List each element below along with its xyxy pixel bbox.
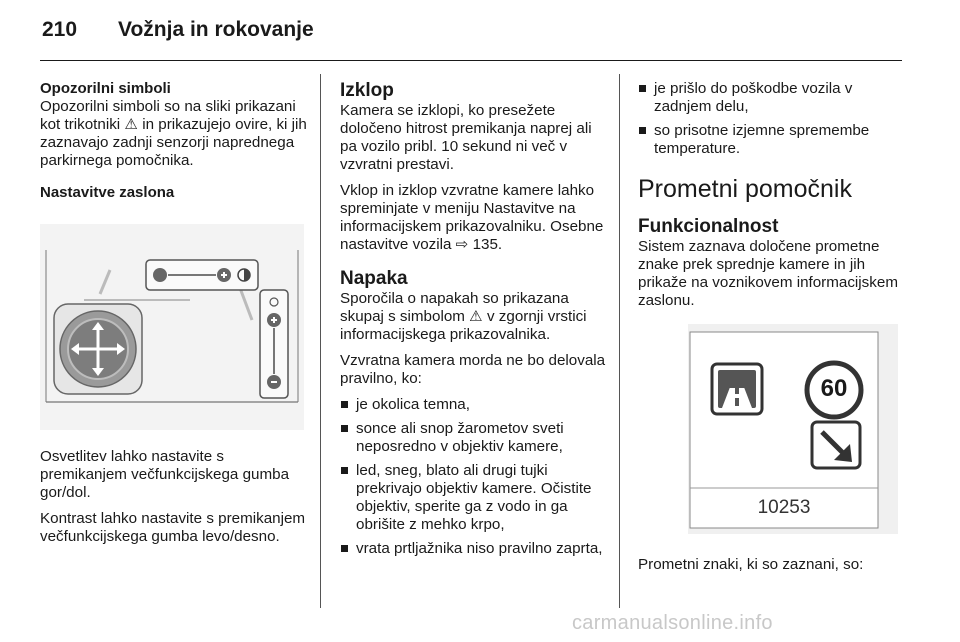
fault-conditions-list-continued bbox=[638, 80, 908, 158]
traffic-sign-display-figure bbox=[688, 324, 898, 534]
list-item: so prisotne izjemne spremembe temperature. bbox=[638, 122, 908, 158]
heading-traffic-sign-assistant: Prometni pomočnik bbox=[638, 175, 852, 203]
header-rule bbox=[40, 60, 902, 61]
chapter-title: Vožnja in rokovanje bbox=[118, 18, 314, 41]
switch-setting-text: Vklop in izklop vzvratne kamere lahko spreminjate v meniju Nastavitve na informacijskem prikazovalniku. Osebne nastavitve vozila ⇨ 135. bbox=[340, 182, 604, 253]
page-header bbox=[42, 18, 314, 42]
column-divider-1 bbox=[320, 74, 321, 608]
column-1 bbox=[40, 80, 308, 554]
contrast-text: Kontrast lahko nastavite s premikanjem večfunkcijskega gumba levo/desno. bbox=[40, 510, 306, 545]
fault-messages-text: Sporočila o napakah so prikazana skupaj s simbolom ⚠ v zgornji vrstici informacijskega prikazovalnika. bbox=[340, 290, 587, 343]
heading-warning-symbols: Opozorilni simboli bbox=[40, 80, 171, 97]
column-3 bbox=[638, 80, 908, 582]
warning-symbols-text: Opozorilni simboli so na sliki prikazani kot trikotniki ⚠ in prikazujejo ovire, ki jih zaznavajo zadnji senzorji naprednega parkirnega pomočnika. bbox=[40, 98, 307, 169]
fault-conditions-list bbox=[340, 396, 608, 558]
heading-fault: Napaka bbox=[340, 268, 408, 289]
list-item: je prišlo do poškodbe vozila v zadnjem delu, bbox=[638, 80, 908, 116]
heading-display-settings: Nastavitve zaslona bbox=[40, 184, 175, 201]
watermark: carmanualsonline.info bbox=[572, 612, 773, 634]
brightness-text: Osvetlitev lahko nastavite s premikanjem večfunkcijskega gumba gor/dol. bbox=[40, 448, 290, 501]
column-divider-2 bbox=[619, 74, 620, 608]
list-item: je okolica temna, bbox=[340, 396, 608, 414]
list-item: vrata prtljažnika niso pravilno zaprta, bbox=[340, 540, 608, 558]
functionality-text: Sistem zaznava določene prometne znake prek sprednje kamere in jih prikaže na voznikovem informacijskem zaslonu. bbox=[638, 238, 898, 309]
page-number: 210 bbox=[42, 18, 78, 41]
fault-conditions-intro: Vzvratna kamera morda ne bo delovala pravilno, ko: bbox=[340, 352, 606, 387]
list-item: sonce ali snop žarometov sveti neposredno v objektiv kamere, bbox=[340, 420, 608, 456]
display-settings-figure bbox=[40, 224, 304, 430]
recognised-signs-text: Prometni znaki, ki so zaznani, so: bbox=[638, 556, 864, 573]
switch-off-text: Kamera se izklopi, ko presežete določeno hitrost premikanja naprej ali pa vozilo pribl. 10 sekund ni več v vzvratni prestavi. bbox=[340, 102, 592, 173]
heading-switch-off: Izklop bbox=[340, 80, 394, 101]
speed-limit-value: 60 bbox=[820, 375, 848, 402]
column-2 bbox=[340, 80, 608, 564]
odometer-reading: 10253 bbox=[757, 497, 811, 518]
heading-functionality: Funkcionalnost bbox=[638, 216, 779, 237]
list-item: led, sneg, blato ali drugi tujki prekrivajo objektiv kamere. Očistite objektiv, sperite ga z vodo in ga obrišite z mehko krpo, bbox=[340, 462, 608, 534]
